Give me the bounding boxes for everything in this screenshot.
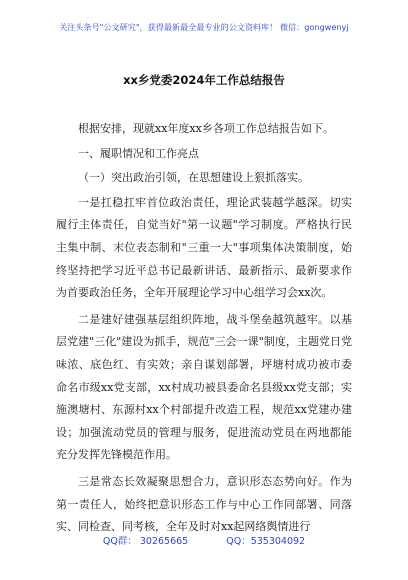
subsection-heading: （一）突出政治引领，在思想建设上狠抓落实。	[78, 171, 309, 185]
section-heading: 一、履职情况和工作亮点	[78, 146, 199, 160]
paragraph-grassroots-organization: 二是建好建强基层组织阵地，战斗堡垒越筑越牢。以基层党建"三化"建设为抓手，规范"三会一课"制度，主题党日党味浓、底色红、有实效；亲自谋划部署，坪塘村成功被市委命名市级xx党支部，xx村成功被县委命名县级xx党支部；实施澳塘村、东源村xx个村部提升改造工程，规范xx党建办建设；加强流动党员的管理与服务，促进流动党员在两地都能充分发挥先锋模范作用。	[56, 312, 352, 462]
intro-paragraph: 根据安排，现就xx年度xx乡各项工作总结报告如下。	[78, 122, 334, 135]
qq-number-text: QQ：535304092	[226, 536, 306, 547]
document-title: xx乡党委2024年工作总结报告	[123, 73, 285, 87]
header-promo-note: 关注头条号"公文研究"，获得最新最全最专业的公文资料库！ 微信：gongwenyj	[59, 23, 349, 32]
document-body	[56, 118, 352, 539]
qq-group-text: QQ群： 30265665	[102, 536, 189, 547]
footer-contact	[0, 533, 408, 547]
paragraph-ideology: 三是常态长效凝聚思想合力，意识形态态势向好。作为第一责任人，始终把意识形态工作与中心工作同部署、同落实、同检查、同考核，全年及时对xx起网络舆情进行	[56, 474, 352, 534]
paragraph-political-responsibility: 一是扛稳扛牢首位政治责任，理论武装越学越深。切实履行主体责任，自觉当好"第一议题"学习制度。严格执行民主集中制、末位表态制和"三重一大"事项集体决策制度，始终坚持把学习近平总书记最新讲话、最新指示、最新要求作为首要政治任务，全年开展理论学习中心组学习会xx次。	[56, 195, 352, 300]
